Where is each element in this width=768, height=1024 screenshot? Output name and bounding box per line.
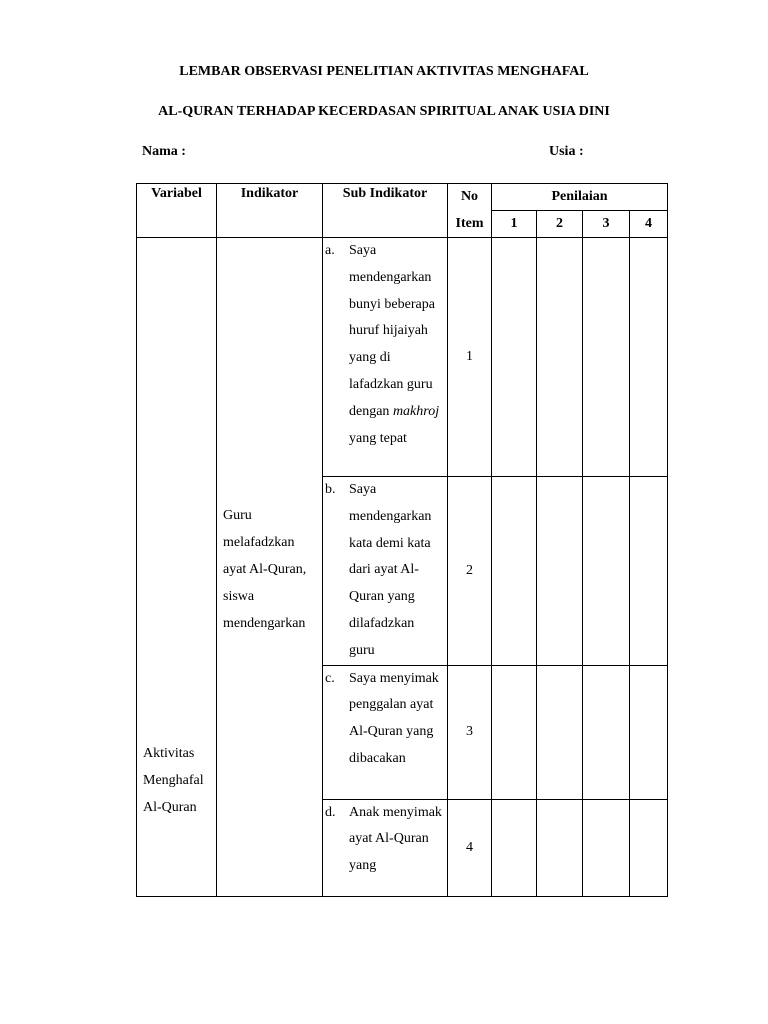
score-cell-3[interactable] [583,665,630,799]
document-title-line2: AL-QURAN TERHADAP KECERDASAN SPIRITUAL ANAK USIA DINI [158,104,610,119]
sub-indikator-text: Anak menyimak ayat Al-Quran yang [349,804,442,874]
score-cell-2[interactable] [537,665,583,799]
nama-label: Nama : [142,144,186,159]
score-cell-1[interactable] [492,799,537,896]
header-penilaian: Penilaian [492,184,668,211]
score-cell-4[interactable] [630,477,668,666]
header-row-1 [137,184,668,211]
score-cell-1[interactable] [492,477,537,666]
variabel-cell [137,238,217,897]
score-cell-4[interactable] [630,665,668,799]
sub-indikator-letter: a. [325,243,335,258]
italic-term: makhroj [392,403,440,419]
header-score-1: 1 [492,211,537,238]
document-title-line1: LEMBAR OBSERVASI PENELITIAN AKTIVITAS MENGHAFAL [179,64,589,79]
header-variabel: Variabel [137,184,217,238]
indikator-cell [217,238,323,897]
header-sub-indikator: Sub Indikator [323,184,448,238]
item-number: 2 [448,477,492,666]
sub-indikator-letter: c. [325,670,335,686]
header-no: No [448,184,492,211]
sub-indikator-cell [323,477,448,666]
indikator-text: Guru melafadzkan ayat Al-Quran, siswa mendengarkan [223,508,307,631]
score-cell-3[interactable] [583,238,630,477]
score-cell-3[interactable] [583,799,630,896]
item-number: 1 [448,238,492,477]
sub-indikator-text: Saya menyimak penggalan ayat Al-Quran yang dibacakan [349,670,439,766]
header-indikator: Indikator [217,184,323,238]
header-score-4: 4 [630,211,668,238]
variabel-text: Aktivitas Menghafal Al-Quran [143,746,204,815]
score-cell-1[interactable] [492,238,537,477]
header-item: Item [448,211,492,238]
score-cell-4[interactable] [630,799,668,896]
sub-indikator-cell [323,799,448,896]
header-score-3: 3 [583,211,630,238]
sub-indikator-text: Saya mendengarkan bunyi beberapa huruf hijaiyah yang di lafadzkan guru dengan makhroj yang tepat [349,243,440,446]
score-cell-3[interactable] [583,477,630,666]
usia-label: Usia : [549,144,584,159]
score-cell-2[interactable] [537,238,583,477]
table-row [137,238,668,477]
sub-indikator-letter: d. [325,804,336,820]
score-cell-2[interactable] [537,477,583,666]
sub-indikator-text: Saya mendengarkan kata demi kata dari ayat Al-Quran yang dilafadzkan guru [349,482,432,658]
sub-indikator-cell [323,665,448,799]
item-number: 4 [448,799,492,896]
item-number: 3 [448,665,492,799]
score-cell-4[interactable] [630,238,668,477]
observation-table [136,183,668,897]
header-score-2: 2 [537,211,583,238]
score-cell-1[interactable] [492,665,537,799]
sub-indikator-letter: b. [325,482,336,497]
score-cell-2[interactable] [537,799,583,896]
sub-indikator-cell [323,238,448,477]
